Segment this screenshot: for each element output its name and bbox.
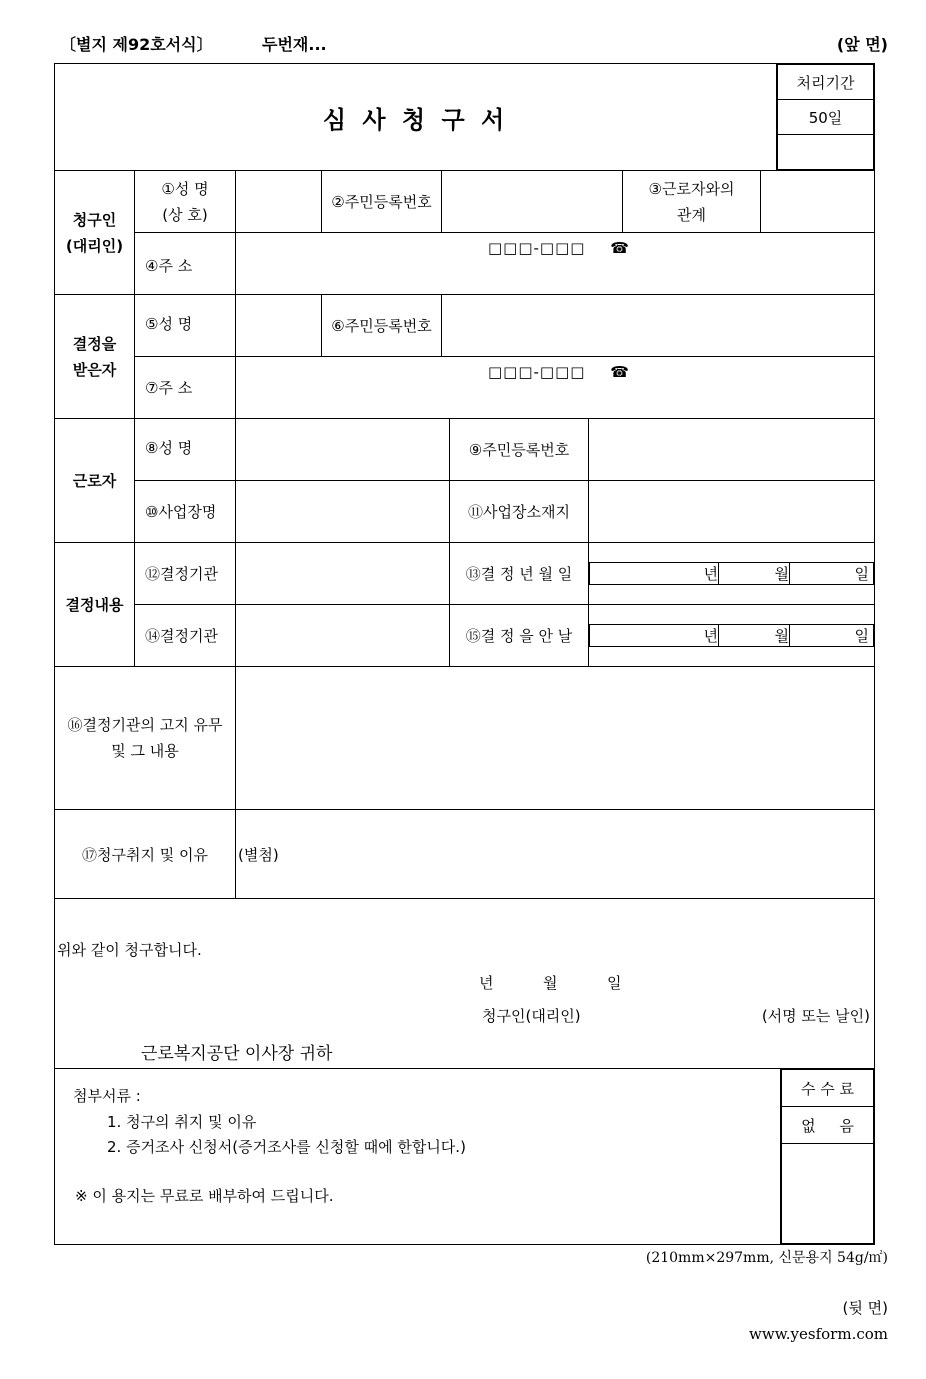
known-date-label: ⑮결 정 을 안 날 <box>450 605 589 667</box>
form-title: 심 사 청 구 서 <box>55 64 777 171</box>
back-side-label: (뒷 면) <box>842 1299 888 1317</box>
recipient-name-field[interactable] <box>236 295 322 357</box>
decision-agency2-field[interactable] <box>236 605 450 667</box>
signer-label: 청구인(대리인) <box>482 1007 581 1025</box>
decision-date-field[interactable] <box>589 543 875 605</box>
form-number: 〔별지 제92호서식〕 <box>60 35 213 54</box>
recipient-section-label: 결정을 받은자 <box>55 295 135 419</box>
claimant-name-label: ①성 명 (상 호) <box>135 171 236 233</box>
fee-label: 수 수 료 <box>782 1070 874 1107</box>
fee-box <box>781 1069 875 1245</box>
claimant-address-label: ④주 소 <box>135 233 236 295</box>
recipient-rrn-field[interactable] <box>442 295 875 357</box>
worker-name-field[interactable] <box>236 419 450 481</box>
attachments-block <box>55 1069 781 1245</box>
sign-month: 월 <box>543 974 558 992</box>
worker-rrn-field[interactable] <box>589 419 875 481</box>
decision-date-label: ⑬결 정 년 월 일 <box>450 543 589 605</box>
attachments-title: 첨부서류 : <box>73 1087 141 1105</box>
worker-name-label: ⑧성 명 <box>135 419 236 481</box>
paper-spec: (210mm×297mm, 신문용지 54g/㎡) <box>645 1250 888 1266</box>
workplace-name-field[interactable] <box>236 481 450 543</box>
recipient-phone: □□□-□□□ <box>488 363 586 381</box>
decision-agency-field[interactable] <box>236 543 450 605</box>
claimant-rrn-label: ②주민등록번호 <box>322 171 442 233</box>
decision-agency2-label: ⑭결정기관 <box>135 605 236 667</box>
worker-rrn-label: ⑨주민등록번호 <box>450 419 589 481</box>
processing-period-value: 50일 <box>778 100 874 135</box>
fee-value: 없 음 <box>782 1107 874 1144</box>
form-subtitle: 두번재... <box>262 35 327 54</box>
day-label: 일 <box>790 563 874 585</box>
workplace-address-field[interactable] <box>589 481 875 543</box>
workplace-address-label: ⑪사업장소재지 <box>450 481 589 543</box>
telephone-icon: ☎ <box>610 239 629 257</box>
month-label: 월 <box>719 563 790 585</box>
notice-label: ⑯결정기관의 고지 유무 및 그 내용 <box>55 667 236 810</box>
signature-block <box>55 899 875 1069</box>
processing-period-label: 처리기간 <box>778 65 874 100</box>
claimant-name-field[interactable] <box>236 171 322 233</box>
site-url: www.yesform.com <box>749 1325 888 1343</box>
claimant-rrn-field[interactable] <box>442 171 623 233</box>
attachment-item: 1. 청구의 취지 및 이유 <box>107 1113 257 1131</box>
purpose-field[interactable] <box>236 810 875 899</box>
attachment-item: 2. 증거조사 신청서(증거조사를 신청할 때에 한합니다.) <box>107 1138 466 1156</box>
application-form <box>54 63 875 1245</box>
purpose-value: (별첨) <box>238 845 279 864</box>
decision-section-label: 결정내용 <box>55 543 135 667</box>
processing-period-box <box>777 64 875 171</box>
page-side: (앞 면) <box>836 35 888 54</box>
sign-note: (서명 또는 날인) <box>761 1007 871 1025</box>
sign-year: 년 <box>479 974 494 992</box>
decision-agency-label: ⑫결정기관 <box>135 543 236 605</box>
recipient-name-label: ⑤성 명 <box>135 295 236 357</box>
known-date-field[interactable] <box>589 605 875 667</box>
day-label: 일 <box>790 625 874 647</box>
recipient-rrn-label: ⑥주민등록번호 <box>322 295 442 357</box>
recipient-address-label: ⑦주 소 <box>135 357 236 419</box>
statement-text: 위와 같이 청구합니다. <box>57 941 202 959</box>
claimant-relation-field[interactable] <box>761 171 875 233</box>
addressee: 근로복지공단 이사장 귀하 <box>141 1044 333 1064</box>
month-label: 월 <box>719 625 790 647</box>
year-label: 년 <box>590 563 719 585</box>
claimant-section-label: 청구인 (대리인) <box>55 171 135 295</box>
workplace-name-label: ⑩사업장명 <box>135 481 236 543</box>
purpose-label: ⑰청구취지 및 이유 <box>55 810 236 899</box>
worker-section-label: 근로자 <box>55 419 135 543</box>
recipient-address-field[interactable] <box>236 357 875 419</box>
free-distribution-note: ※ 이 용지는 무료로 배부하여 드립니다. <box>75 1187 334 1205</box>
claimant-phone: □□□-□□□ <box>488 239 586 257</box>
telephone-icon: ☎ <box>610 363 629 381</box>
year-label: 년 <box>590 625 719 647</box>
sign-day: 일 <box>607 974 622 992</box>
notice-field[interactable] <box>236 667 875 810</box>
claimant-address-field[interactable] <box>236 233 875 295</box>
claimant-relation-label: ③근로자와의 관계 <box>623 171 761 233</box>
